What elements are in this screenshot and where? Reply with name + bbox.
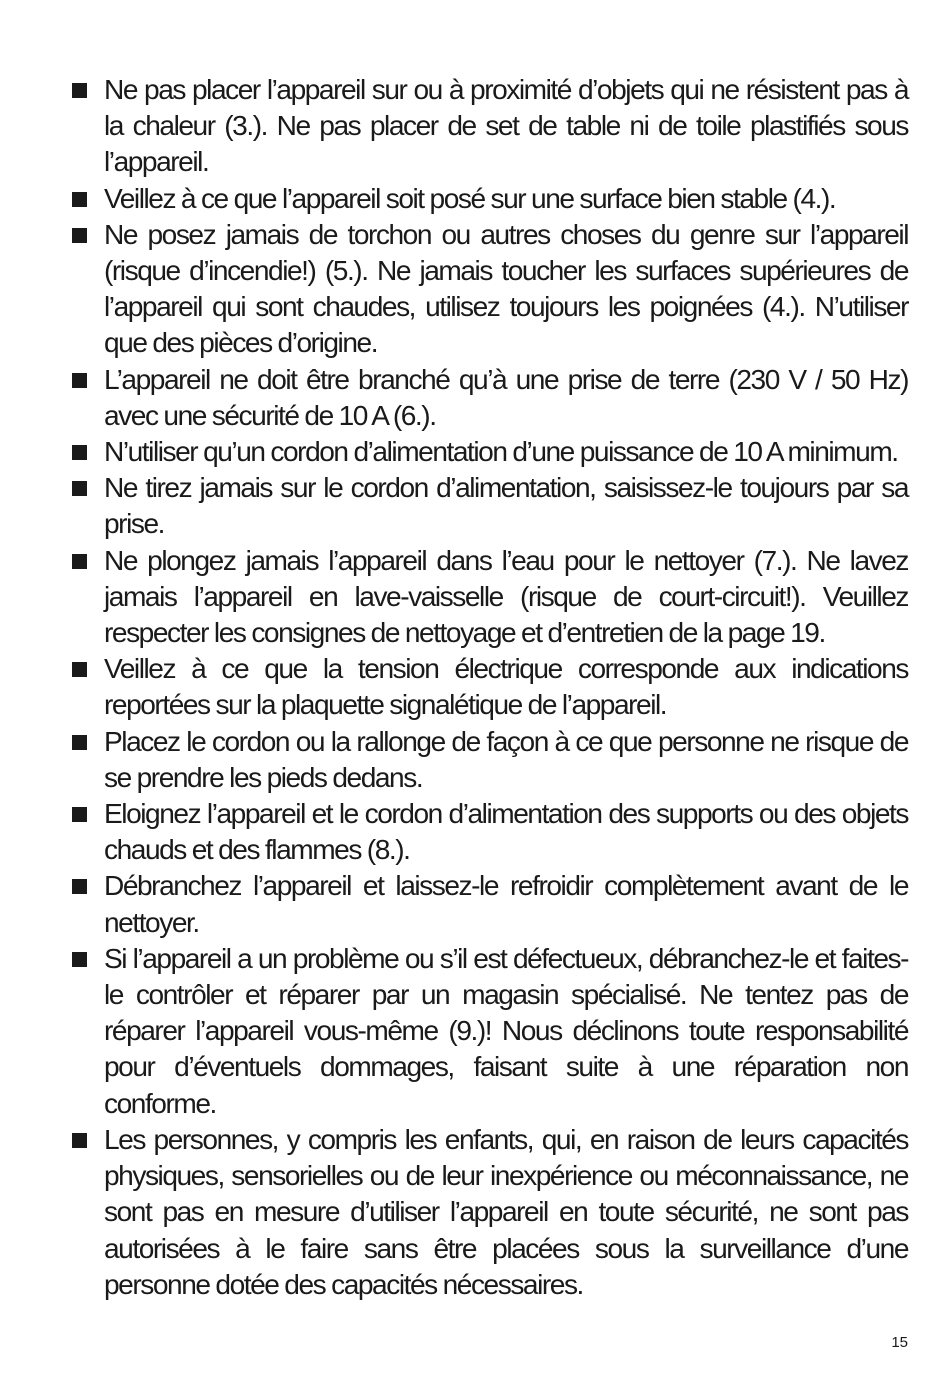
list-item-text: Débranchez l’appareil et laissez-le refroidir complètement avant de le nettoyer.: [104, 870, 908, 938]
square-bullet-icon: [72, 373, 87, 388]
square-bullet-icon: [72, 192, 87, 207]
square-bullet-icon: [72, 879, 87, 894]
list-item-text: Ne posez jamais de torchon ou autres choses du genre sur l’appareil (risque d’incendie!) (5.). Ne jamais toucher les surfaces supérieures de l’appareil qui sont chaudes, utilisez toujours les poignées (4.). N’utiliser que des pièces d’origine.: [104, 218, 908, 359]
square-bullet-icon: [72, 952, 87, 967]
square-bullet-icon: [72, 1133, 87, 1148]
list-item-text: N’utiliser qu’un cordon d’alimentation d’une puissance de 10 A minimum.: [104, 436, 898, 468]
page-number: 15: [891, 1334, 908, 1351]
list-item: [72, 470, 908, 542]
list-item: [72, 1122, 908, 1303]
list-item-text: Ne pas placer l’appareil sur ou à proximité d’objets qui ne résistent pas à la chaleur (3.). Ne pas placer de set de table ni de toile plastifiés sous l’appareil.: [104, 74, 908, 178]
list-item-text: L’appareil ne doit être branché qu’à une prise de terre (230 V / 50 Hz) avec une sécurité de 10 A (6.).: [104, 363, 908, 431]
list-item-text: Les personnes, y compris les enfants, qui, en raison de leurs capacités physiques, sensorielles ou de leur inexpérience ou méconnaissance, ne sont pas en mesure d’utiliser l’appareil en toute sécurité, ne sont pas autorisées à le faire sans être placées sous la surveillance d’une personne dotée des capacités nécessaires.: [104, 1123, 908, 1300]
list-item-text: Si l’appareil a un problème ou s’il est défectueux, débranchez-le et faites-le contrôler et réparer par un magasin spécialisé. Ne tentez pas de réparer l’appareil vous-même (9.)! Nous déclinons toute responsabilité pour d’éventuels dommages, faisant suite à une réparation non conforme.: [104, 942, 908, 1119]
list-item-text: Veillez à ce que la tension électrique corresponde aux indications reportées sur la plaquette signalétique de l’appareil.: [104, 653, 908, 721]
square-bullet-icon: [72, 445, 87, 460]
list-item-text: Ne plongez jamais l’appareil dans l’eau pour le nettoyer (7.). Ne lavez jamais l’appareil en lave-vaisselle (risque de court-circuit!). Veuillez respecter les consignes de nettoyage et d’entretien de la page 19.: [104, 544, 908, 649]
square-bullet-icon: [72, 228, 87, 243]
square-bullet-icon: [72, 554, 87, 569]
list-item: [72, 651, 908, 723]
list-item: [72, 941, 908, 1122]
list-item: [72, 434, 908, 470]
list-item: [72, 543, 908, 652]
square-bullet-icon: [72, 662, 87, 677]
list-item: [72, 724, 908, 796]
square-bullet-icon: [72, 481, 87, 496]
list-item: [72, 217, 908, 362]
list-item: [72, 796, 908, 868]
square-bullet-icon: [72, 735, 87, 750]
list-item-text: Eloignez l’appareil et le cordon d’alimentation des supports ou des objets chauds et des flammes (8.).: [104, 798, 908, 866]
list-item: [72, 72, 908, 181]
list-item-text: Ne tirez jamais sur le cordon d’alimentation, saisissez-le toujours par sa prise.: [104, 472, 908, 540]
safety-instructions-list: [72, 72, 908, 1303]
square-bullet-icon: [72, 83, 87, 98]
list-item-text: Placez le cordon ou la rallonge de façon à ce que personne ne risque de se prendre les pieds dedans.: [104, 725, 908, 793]
list-item-text: Veillez à ce que l’appareil soit posé sur une surface bien stable (4.).: [104, 182, 836, 214]
square-bullet-icon: [72, 807, 87, 822]
list-item: [72, 868, 908, 940]
list-item: [72, 362, 908, 434]
list-item: [72, 181, 908, 217]
